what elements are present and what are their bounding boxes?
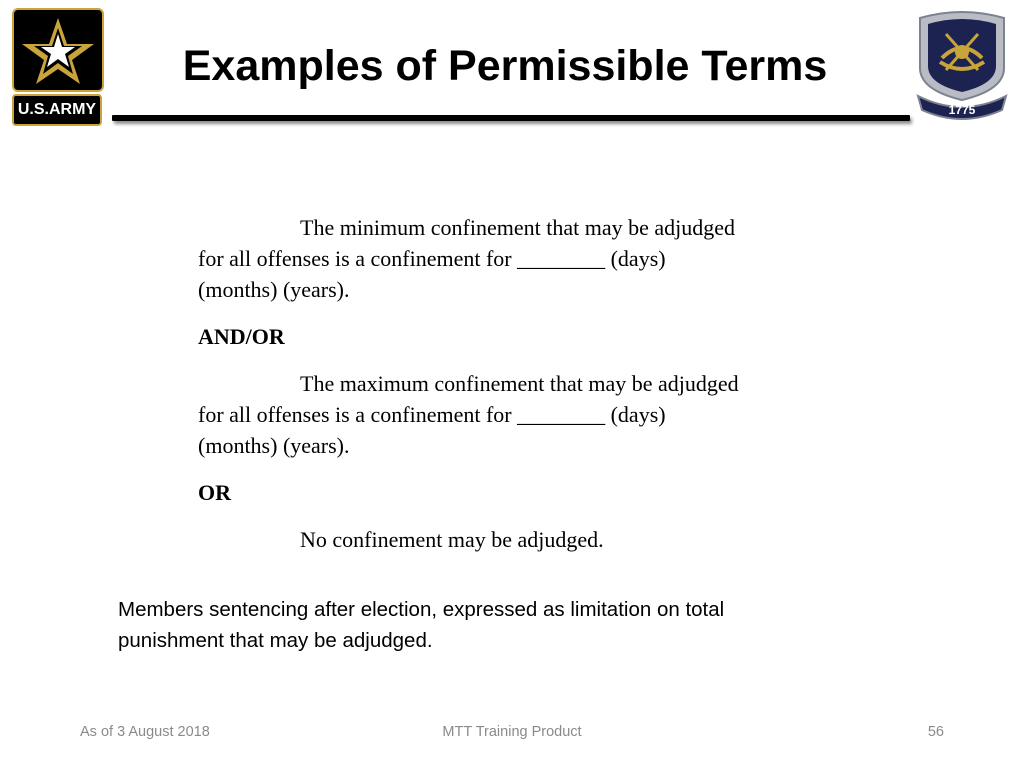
sentencing-note: [118, 594, 878, 656]
title-underline: [112, 115, 910, 121]
note-line-1: Members sentencing after election, expressed as limitation on total: [118, 598, 725, 621]
maximum-line-2: for all offenses is a confinement for ________ (days): [198, 402, 666, 427]
minimum-line-3: (months) (years).: [198, 277, 350, 302]
note-line-2: punishment that may be adjudged.: [118, 629, 433, 652]
army-logo-text: U.S.ARMY: [12, 94, 102, 126]
no-confinement-line: No confinement may be adjudged.: [300, 527, 604, 552]
army-star-icon: [18, 14, 98, 86]
jag-corps-crest: [912, 8, 1012, 124]
maximum-confinement-paragraph: [198, 368, 838, 461]
footer-product: MTT Training Product: [442, 724, 582, 740]
maximum-line-1: The maximum confinement that may be adjudged: [300, 371, 739, 396]
army-logo: [12, 8, 102, 126]
footer-page-number: 56: [927, 724, 944, 740]
minimum-confinement-paragraph: [198, 212, 838, 305]
or-conjunction: OR: [198, 480, 231, 505]
crest-year-text: 1775: [948, 103, 976, 117]
maximum-line-3: (months) (years).: [198, 433, 350, 458]
footer-date: As of 3 August 2018: [80, 724, 210, 740]
minimum-line-2: for all offenses is a confinement for ________ (days): [198, 246, 666, 271]
legal-text-block: [198, 212, 838, 555]
and-or-conjunction: AND/OR: [198, 324, 285, 349]
army-logo-box: [12, 8, 104, 92]
minimum-line-1: The minimum confinement that may be adjudged: [300, 215, 735, 240]
page-title: Examples of Permissible Terms: [182, 42, 828, 90]
crest-emblem-icon: [912, 8, 1012, 124]
